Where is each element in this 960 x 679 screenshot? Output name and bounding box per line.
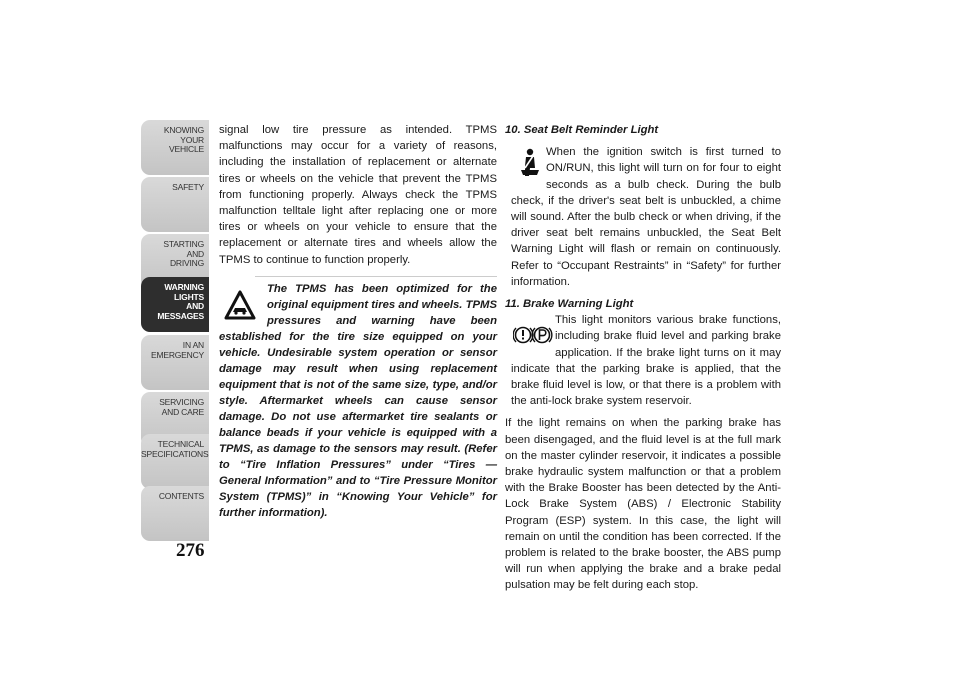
seat-belt-reminder-heading: 10. Seat Belt Reminder Light [505, 124, 659, 136]
brake-warning-paragraph [511, 312, 781, 409]
brake-warning-icon [511, 312, 555, 358]
tab-knowing-your-vehicle[interactable]: KNOWING YOUR VEHICLE [141, 120, 209, 175]
warning-divider [255, 276, 497, 277]
tpms-warning-text: The TPMS has been optimized for the original equipment tires and wheels. TPMS pressures and warning have been established for the tire size equipped on your vehicle. Undesirable system operation or sensor damage may result when using replacement equipment that is not of the same size, type, and/or style. Aftermarket wheels can cause sensor damage. Do not use aftermarket tire sealants or balance beads if your vehicle is equipped with a TPMS, as damage to the sensors may result. (Refer to “Tire Inflation Pressures” under “Tires — General Information” and to “Tire Pressure Monitor System (TPMS)” in “Knowing Your Vehicle” for further information). [219, 282, 497, 519]
seat-belt-reminder-text: When the ignition switch is first turned to ON/RUN, this light will turn on for four to eight seconds as a bulb check. During the bulb check, if the driver's seat belt is unbuckled, a chime will sound. After the bulb check or when driving, if the driver seat belt remains unbuckled, the Seat Belt Warning Light will flash or remain on continuously. Refer to “Occupant Restraints” in “Safety” for further information. [511, 146, 781, 288]
tab-in-an-emergency[interactable]: IN AN EMERGENCY [141, 335, 209, 390]
tpms-paragraph: signal low tire pressure as intended. TPMS malfunctions may occur for a variety of reasons, including the installation of replacement or alternate tires or wheels on the vehicle that prevent the TPMS from functioning properly. Always check the TPMS malfunction telltale light after replacing one or more tires or wheels on your vehicle to ensure that the replacement or alternate tires and wheels allow the TPMS to continue to function properly. [219, 124, 497, 266]
brake-warning-paragraph-2: If the light remains on when the parking brake has been disengaged, and the fluid level is at the full mark on the master cylinder reservoir, it indicates a possible brake hydraulic system malfunction or that a problem with the Brake Booster has been detected by the Anti-Lock Brake System (ABS) / Electronic Stability Program (ESP) system. In this case, the light will remain on until the condition has been corrected. If the problem is related to the brake booster, the ABS pump will run when applying the brake and a brake pedal pulsation may be felt during each stop. [505, 417, 781, 592]
page-number: 276 [176, 540, 205, 561]
tab-contents[interactable]: CONTENTS [141, 486, 209, 541]
left-column [219, 122, 497, 521]
warning-triangle-icon [219, 281, 261, 329]
tab-safety[interactable]: SAFETY [141, 177, 209, 232]
brake-warning-heading: 11. Brake Warning Light [505, 298, 634, 311]
tab-warning-lights-and-messages[interactable]: WARNING LIGHTS AND MESSAGES [141, 277, 209, 332]
seat-belt-reminder-paragraph [511, 144, 781, 290]
brake-warning-text: This light monitors various brake functions, including brake fluid level and parking brake application. If the brake light turns on it may indicate that the parking brake is applied, that the brake fluid level is low, or that there is a problem with the anti-lock brake system reservoir. [511, 314, 781, 408]
right-column [505, 122, 781, 600]
warning-block [219, 281, 497, 521]
seat-belt-warning-icon [511, 144, 546, 182]
tab-servicing-and-care[interactable]: SERVICING AND CARE [141, 392, 209, 447]
tab-technical-specifications[interactable]: TECHNICAL SPECIFICATIONS [141, 434, 209, 489]
tab-starting-and-driving[interactable]: STARTING AND DRIVING [141, 234, 209, 289]
